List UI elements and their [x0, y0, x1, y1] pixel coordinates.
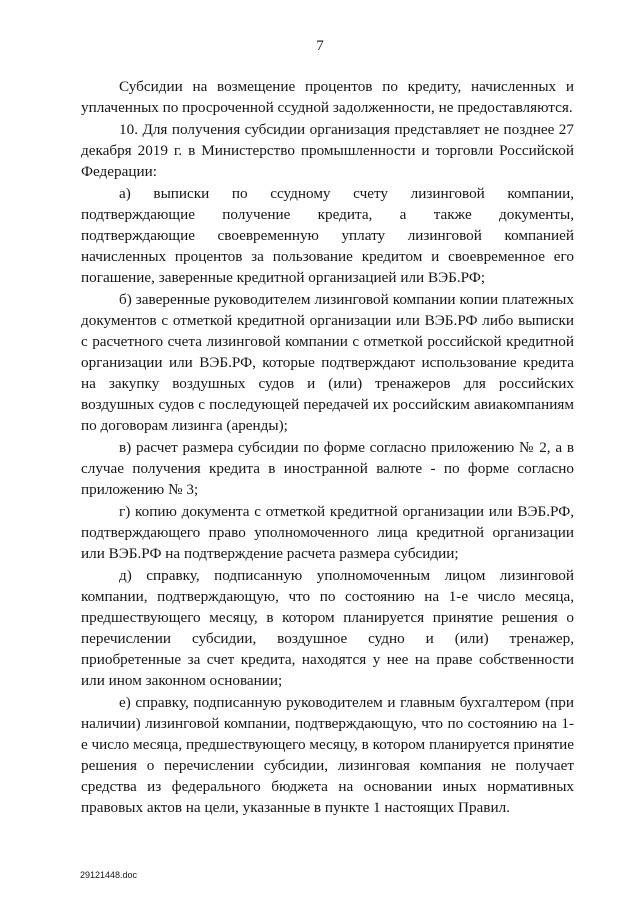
- paragraph-subsidy-exclusion: Субсидии на возмещение процентов по кредиту, начисленных и уплаченных по просроченной ссудной задолженности, не предоставляются.: [81, 78, 574, 116]
- paragraph-item-b: б) заверенные руководителем лизинговой компании копии платежных документов с отметкой кредитной организации или ВЭБ.РФ либо выписки с расчетного счета лизинговой компании с отметкой российской кредитной организации или ВЭБ.РФ, которые подтверждают использование кредита на закупку воздушных судов и (или) тренажеров для российских воздушных судов с последующей передачей их российским авиакомпаниям по договорам лизинга (аренды);: [81, 291, 574, 434]
- paragraph-item-e: е) справку, подписанную руководителем и главным бухгалтером (при наличии) лизинговой компании, подтверждающую, что по состоянию на 1-е число месяца, предшествующего месяцу, в котором планируется принятие решения о перечислении субсидии, лизинговая компания не получает средства из федерального бюджета на основании иных нормативных правовых актов на цели, указанные в пункте 1 настоящих Правил.: [81, 694, 574, 816]
- document-body: [81, 76, 574, 818]
- paragraph-clause-10: 10. Для получения субсидии организация представляет не позднее 27 декабря 2019 г. в Министерство промышленности и торговли Российской Федерации:: [81, 121, 574, 180]
- paragraph-item-a: а) выписки по ссудному счету лизинговой компании, подтверждающие получение кредита, а также документы, подтверждающие своевременную уплату лизинговой компанией начисленных процентов за пользование кредитом и своевременное его погашение, заверенные кредитной организацией или ВЭБ.РФ;: [81, 185, 574, 286]
- paragraph-item-d: д) справку, подписанную уполномоченным лицом лизинговой компании, подтверждающую, что по состоянию на 1-е число месяца, предшествующего месяцу, в котором планируется принятие решения о перечислении субсидии, воздушное судно и (или) тренажер, приобретенные за счет кредита, находятся у нее на праве собственности или ином законном основании;: [81, 567, 574, 689]
- page-number: 7: [316, 38, 324, 54]
- paragraph-item-v: в) расчет размера субсидии по форме согласно приложению № 2, а в случае получения кредита в иностранной валюте - по форме согласно приложению № 3;: [81, 439, 574, 498]
- document-file-code: 29121448.doc: [80, 870, 138, 880]
- paragraph-item-g: г) копию документа с отметкой кредитной организации или ВЭБ.РФ, подтверждающего право уполномоченного лица кредитной организации или ВЭБ.РФ на подтверждение расчета размера субсидии;: [81, 503, 574, 562]
